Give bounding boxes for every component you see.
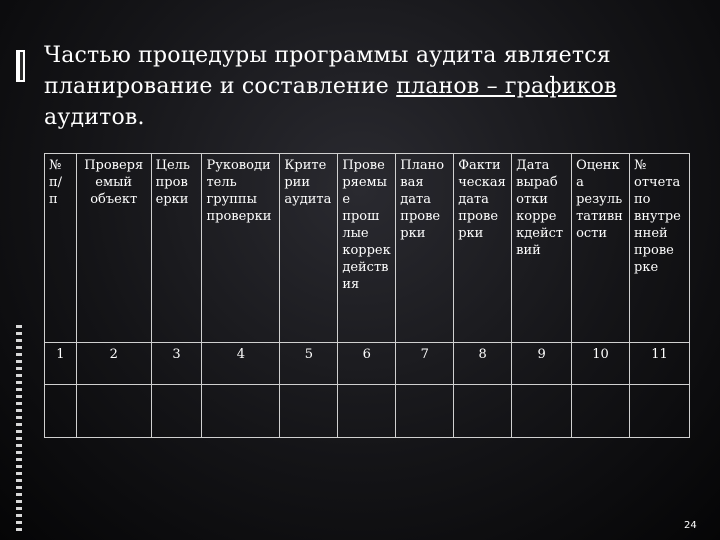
header-text: ости (576, 226, 608, 241)
header-text: вая (400, 175, 424, 190)
column-number-row (45, 342, 690, 385)
header-text: Проверя (84, 158, 144, 173)
header-text: по (634, 192, 651, 207)
header-text: прове (634, 243, 674, 258)
title-text-1: Частью процедуры программы аудита является планирование и составление (44, 43, 611, 99)
header-text: внутре (634, 209, 681, 224)
header-text: кдейст (516, 226, 564, 241)
column-number: 7 (396, 342, 454, 385)
column-number: 5 (280, 342, 338, 385)
column-number: 4 (202, 342, 280, 385)
column-number: 1 (45, 342, 77, 385)
header-text: вий (516, 243, 541, 258)
header-text: отки (516, 192, 548, 207)
empty-cell[interactable] (454, 385, 512, 438)
header-cell (572, 154, 630, 343)
column-number: 6 (338, 342, 396, 385)
header-text: проверки (206, 209, 272, 224)
header-text: Цель (155, 158, 190, 173)
header-text: Прове (342, 158, 385, 173)
header-cell (630, 154, 690, 343)
empty-cell[interactable] (45, 385, 77, 438)
header-text: Руководи (206, 158, 271, 173)
column-number: 11 (630, 342, 690, 385)
empty-cell[interactable] (630, 385, 690, 438)
header-text: тель (206, 175, 237, 190)
header-text: Дата (516, 158, 550, 173)
empty-cell[interactable] (202, 385, 280, 438)
header-text: объект (90, 192, 138, 207)
header-text: ческая (458, 175, 506, 190)
header-cell (45, 154, 77, 343)
header-text: прош (342, 209, 380, 224)
header-text: отчета (634, 175, 681, 190)
header-cell (280, 154, 338, 343)
header-text: лые (342, 226, 369, 241)
header-text: емый (95, 175, 133, 190)
header-text: рки (458, 226, 484, 241)
column-number: 2 (76, 342, 151, 385)
header-cell (202, 154, 280, 343)
header-text: дата (400, 192, 431, 207)
header-text: № (49, 158, 62, 173)
header-cell (76, 154, 151, 343)
header-text: рки (400, 226, 426, 241)
header-text: аудита (284, 192, 332, 207)
column-number: 10 (572, 342, 630, 385)
header-cell (338, 154, 396, 343)
header-text: тативн (576, 209, 623, 224)
header-text: нней (634, 226, 668, 241)
header-text: Факти (458, 158, 501, 173)
header-text: прове (458, 209, 499, 224)
header-text: ерки (155, 192, 189, 207)
header-text: действ (342, 260, 389, 275)
header-text: пров (155, 175, 188, 190)
empty-cell[interactable] (338, 385, 396, 438)
empty-cell[interactable] (572, 385, 630, 438)
empty-cell[interactable] (280, 385, 338, 438)
header-text: ряемы (342, 175, 387, 190)
decor-dashes (16, 325, 22, 540)
header-row (45, 154, 690, 343)
header-text: рии (284, 175, 311, 190)
decor-bar-inner (20, 52, 23, 80)
empty-cell[interactable] (396, 385, 454, 438)
header-text: е (342, 192, 351, 207)
title-text-2: аудитов. (44, 105, 145, 130)
header-text: рке (634, 260, 659, 275)
header-cell (512, 154, 572, 343)
header-text: Оценк (576, 158, 620, 173)
header-text: ия (342, 277, 360, 292)
header-text: корре (516, 209, 557, 224)
empty-cell[interactable] (76, 385, 151, 438)
slide-title (44, 40, 684, 133)
empty-cell[interactable] (512, 385, 572, 438)
header-text: резуль (576, 192, 623, 207)
page-number: 24 (684, 520, 697, 531)
empty-cell[interactable] (151, 385, 202, 438)
header-text: выраб (516, 175, 558, 190)
column-number: 9 (512, 342, 572, 385)
header-cell (454, 154, 512, 343)
column-number: 3 (151, 342, 202, 385)
header-text: п (49, 192, 58, 207)
header-text: прове (400, 209, 441, 224)
header-text: дата (458, 192, 489, 207)
header-text: Плано (400, 158, 445, 173)
empty-row (45, 385, 690, 438)
header-text: № (634, 158, 647, 173)
header-text: а (576, 175, 584, 190)
header-text: группы (206, 192, 257, 207)
header-text: Крите (284, 158, 327, 173)
header-cell (396, 154, 454, 343)
title-underlined: планов – графиков (396, 74, 617, 99)
header-text: п/ (49, 175, 63, 190)
header-cell (151, 154, 202, 343)
audit-plan-table (44, 153, 690, 438)
header-text: коррек (342, 243, 391, 258)
column-number: 8 (454, 342, 512, 385)
